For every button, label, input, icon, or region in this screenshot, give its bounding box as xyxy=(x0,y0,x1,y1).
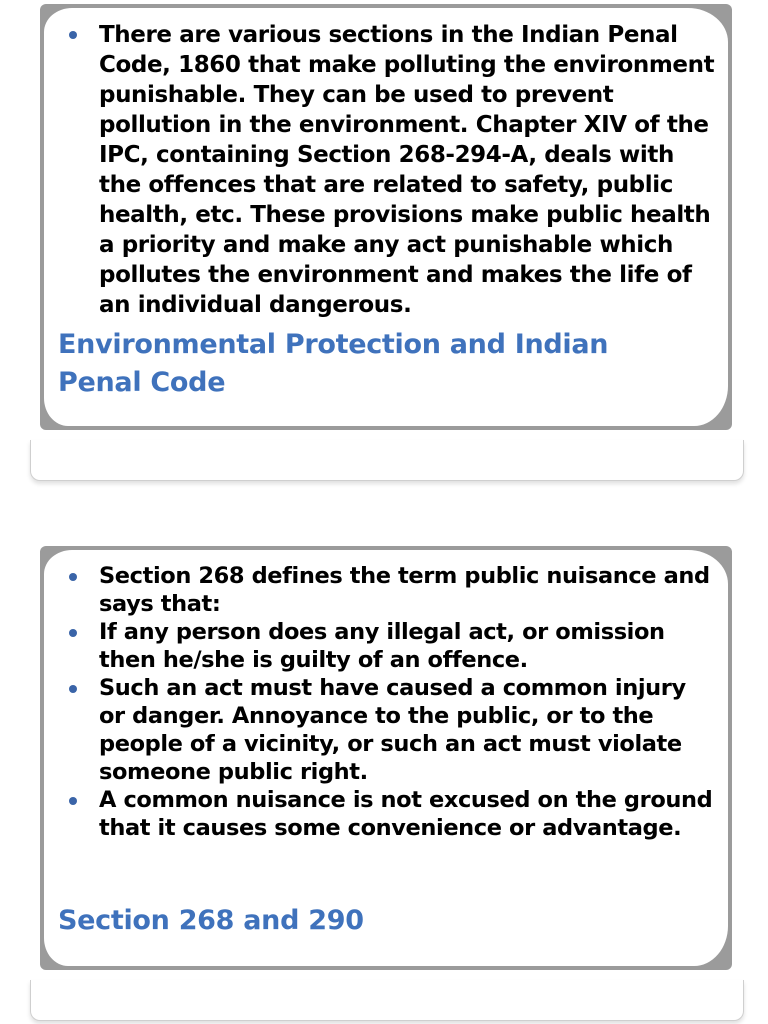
slide-title: Section 268 and 290 xyxy=(58,905,364,936)
slide-content-card xyxy=(44,550,728,966)
slide-footer-bar xyxy=(30,440,744,481)
bullet-list xyxy=(66,562,716,842)
bullet-item: There are various sections in the Indian Penal Code, 1860 that make polluting the environment punishable. They can be used to prevent pollution in the environment. Chapter XIV of the IPC, containing Section 268-294-A, deals with the offences that are related to safety, public health, etc. These provisions make public health a priority and make any act punishable which pollutes the environment and makes the life of an individual dangerous. xyxy=(66,20,716,320)
slide-footer-bar xyxy=(30,980,744,1021)
slide-title: Environmental Protection and Indian Penal Code xyxy=(58,329,609,398)
slide-ipc-environment xyxy=(30,4,742,482)
slide-frame xyxy=(40,4,732,430)
bullet-item: Such an act must have caused a common injury or danger. Annoyance to the public, or to the people of a vicinity, or such an act must violate someone public right. xyxy=(66,674,716,786)
bullet-item: A common nuisance is not excused on the ground that it causes some convenience or advantage. xyxy=(66,786,716,842)
slide-frame xyxy=(40,546,732,970)
bullet-item: Section 268 defines the term public nuisance and says that: xyxy=(66,562,716,618)
slide-section-268-290 xyxy=(30,546,742,1024)
bullet-item: If any person does any illegal act, or omission then he/she is guilty of an offence. xyxy=(66,618,716,674)
slide-content-card xyxy=(44,8,728,426)
bullet-list xyxy=(66,20,716,320)
